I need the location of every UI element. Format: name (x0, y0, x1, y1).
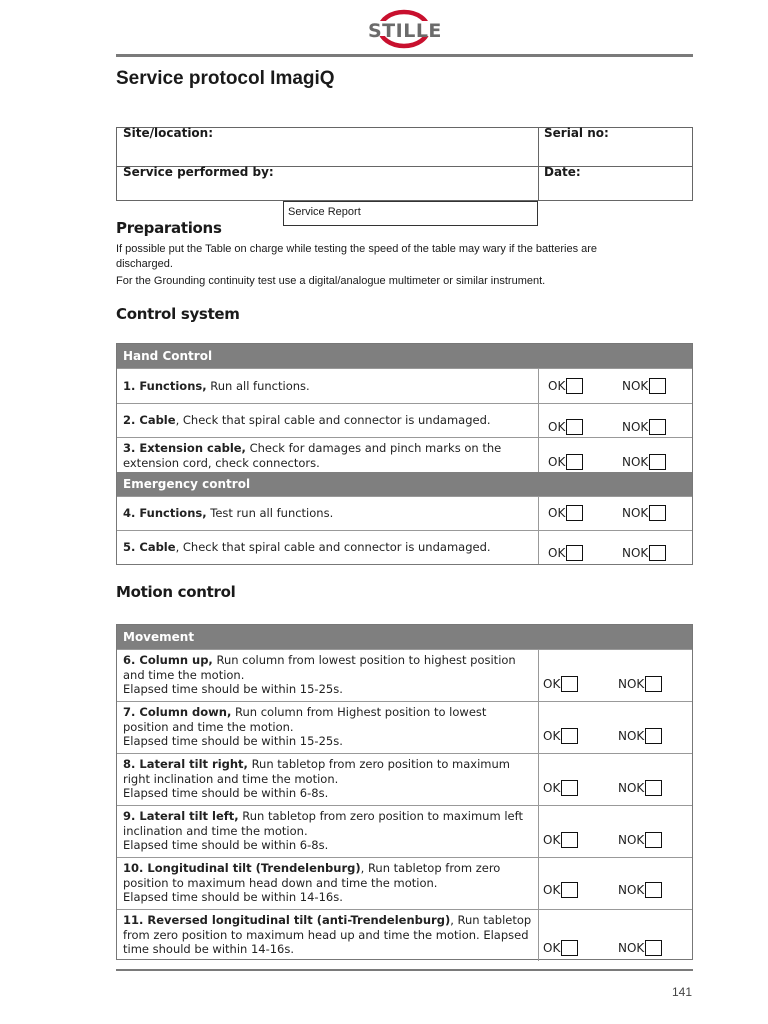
table-row (117, 437, 692, 472)
ok-checkbox[interactable]: OK (543, 832, 578, 848)
control-system-heading: Control system (116, 305, 240, 323)
nok-checkbox[interactable]: NOK (622, 545, 666, 561)
table-row (117, 701, 692, 753)
motion-control-heading: Motion control (116, 583, 236, 601)
row-text: 5. Cable, Check that spiral cable and connector is undamaged. (123, 540, 491, 554)
ok-checkbox[interactable]: OK (548, 419, 583, 435)
motion-control-table (116, 624, 693, 960)
page-number: 141 (672, 985, 693, 999)
nok-checkbox[interactable]: NOK (618, 940, 662, 956)
ok-checkbox[interactable]: OK (548, 454, 583, 470)
row-text: 8. Lateral tilt right, Run tabletop from zero position to maximum right inclination and time the motion. Elapsed time should be within 6-8s. (123, 757, 510, 800)
nok-checkbox[interactable]: NOK (618, 882, 662, 898)
nok-checkbox[interactable]: NOK (618, 676, 662, 692)
table-row (117, 909, 692, 961)
table-row (117, 753, 692, 805)
nok-checkbox[interactable]: NOK (618, 832, 662, 848)
nok-checkbox[interactable]: NOK (622, 378, 666, 394)
date-field[interactable]: Date: (544, 165, 581, 179)
ok-checkbox[interactable]: OK (543, 728, 578, 744)
service-performed-by-field[interactable]: Service performed by: (123, 165, 274, 179)
ok-checkbox[interactable]: OK (543, 676, 578, 692)
row-text: 3. Extension cable, Check for damages and pinch marks on the extension cord, check connectors. (123, 441, 502, 470)
hand-control-header: Hand Control (117, 344, 692, 368)
ok-checkbox[interactable]: OK (548, 378, 583, 394)
ok-checkbox[interactable]: OK (548, 505, 583, 521)
row-text: 4. Functions, Test run all functions. (123, 506, 334, 520)
row-text: 1. Functions, Run all functions. (123, 379, 310, 393)
ok-checkbox[interactable]: OK (548, 545, 583, 561)
row-text: 6. Column up, Run column from lowest position to highest position and time the motion. Elapsed time should be within 15-25s. (123, 653, 516, 696)
nok-checkbox[interactable]: NOK (622, 454, 666, 470)
nok-checkbox[interactable]: NOK (618, 728, 662, 744)
table-row (117, 496, 692, 530)
emergency-control-header: Emergency control (117, 472, 692, 496)
ok-checkbox[interactable]: OK (543, 780, 578, 796)
table-row (117, 805, 692, 857)
row-text: 9. Lateral tilt left, Run tabletop from zero position to maximum left inclination and time the motion. Elapsed time should be within 6-8s. (123, 809, 523, 852)
nok-checkbox[interactable]: NOK (622, 419, 666, 435)
movement-header: Movement (117, 625, 692, 649)
page-title: Service protocol ImagiQ (116, 68, 335, 89)
table-row (117, 368, 692, 403)
logo-text: STILLE (368, 20, 442, 42)
table-row (117, 403, 692, 437)
info-table (116, 127, 693, 201)
table-row (117, 857, 692, 909)
preparations-heading: Preparations (116, 219, 222, 237)
row-text: 10. Longitudinal tilt (Trendelenburg), Run tabletop from zero position to maximum head down and time the motion. Elapsed time should be within 14-16s. (123, 861, 501, 904)
nok-checkbox[interactable]: NOK (622, 505, 666, 521)
preparations-text-2: For the Grounding continuity test use a digital/analogue multimeter or similar instrument. (116, 275, 546, 287)
table-row (117, 530, 692, 564)
service-report-box[interactable]: Service Report (283, 201, 538, 226)
footer-rule (116, 969, 693, 971)
nok-checkbox[interactable]: NOK (618, 780, 662, 796)
row-text: 7. Column down, Run column from Highest position to lowest position and time the motion. Elapsed time should be within 15-25s. (123, 705, 487, 748)
table-row (117, 649, 692, 701)
row-text: 11. Reversed longitudinal tilt (anti-Trendelenburg), Run tabletop from zero position to maximum head up and time the motion. Elapsed time should be within 14-16s. (123, 913, 532, 956)
stille-logo (368, 8, 440, 50)
ok-checkbox[interactable]: OK (543, 882, 578, 898)
ok-checkbox[interactable]: OK (543, 940, 578, 956)
header-rule (116, 54, 693, 57)
row-text: 2. Cable, Check that spiral cable and connector is undamaged. (123, 413, 491, 427)
serial-no-field[interactable]: Serial no: (544, 126, 609, 140)
site-location-field[interactable]: Site/location: (123, 126, 214, 140)
preparations-text-1: If possible put the Table on charge while testing the speed of the table may wary if the batteries are discharged. (116, 243, 598, 270)
control-system-table (116, 343, 693, 565)
